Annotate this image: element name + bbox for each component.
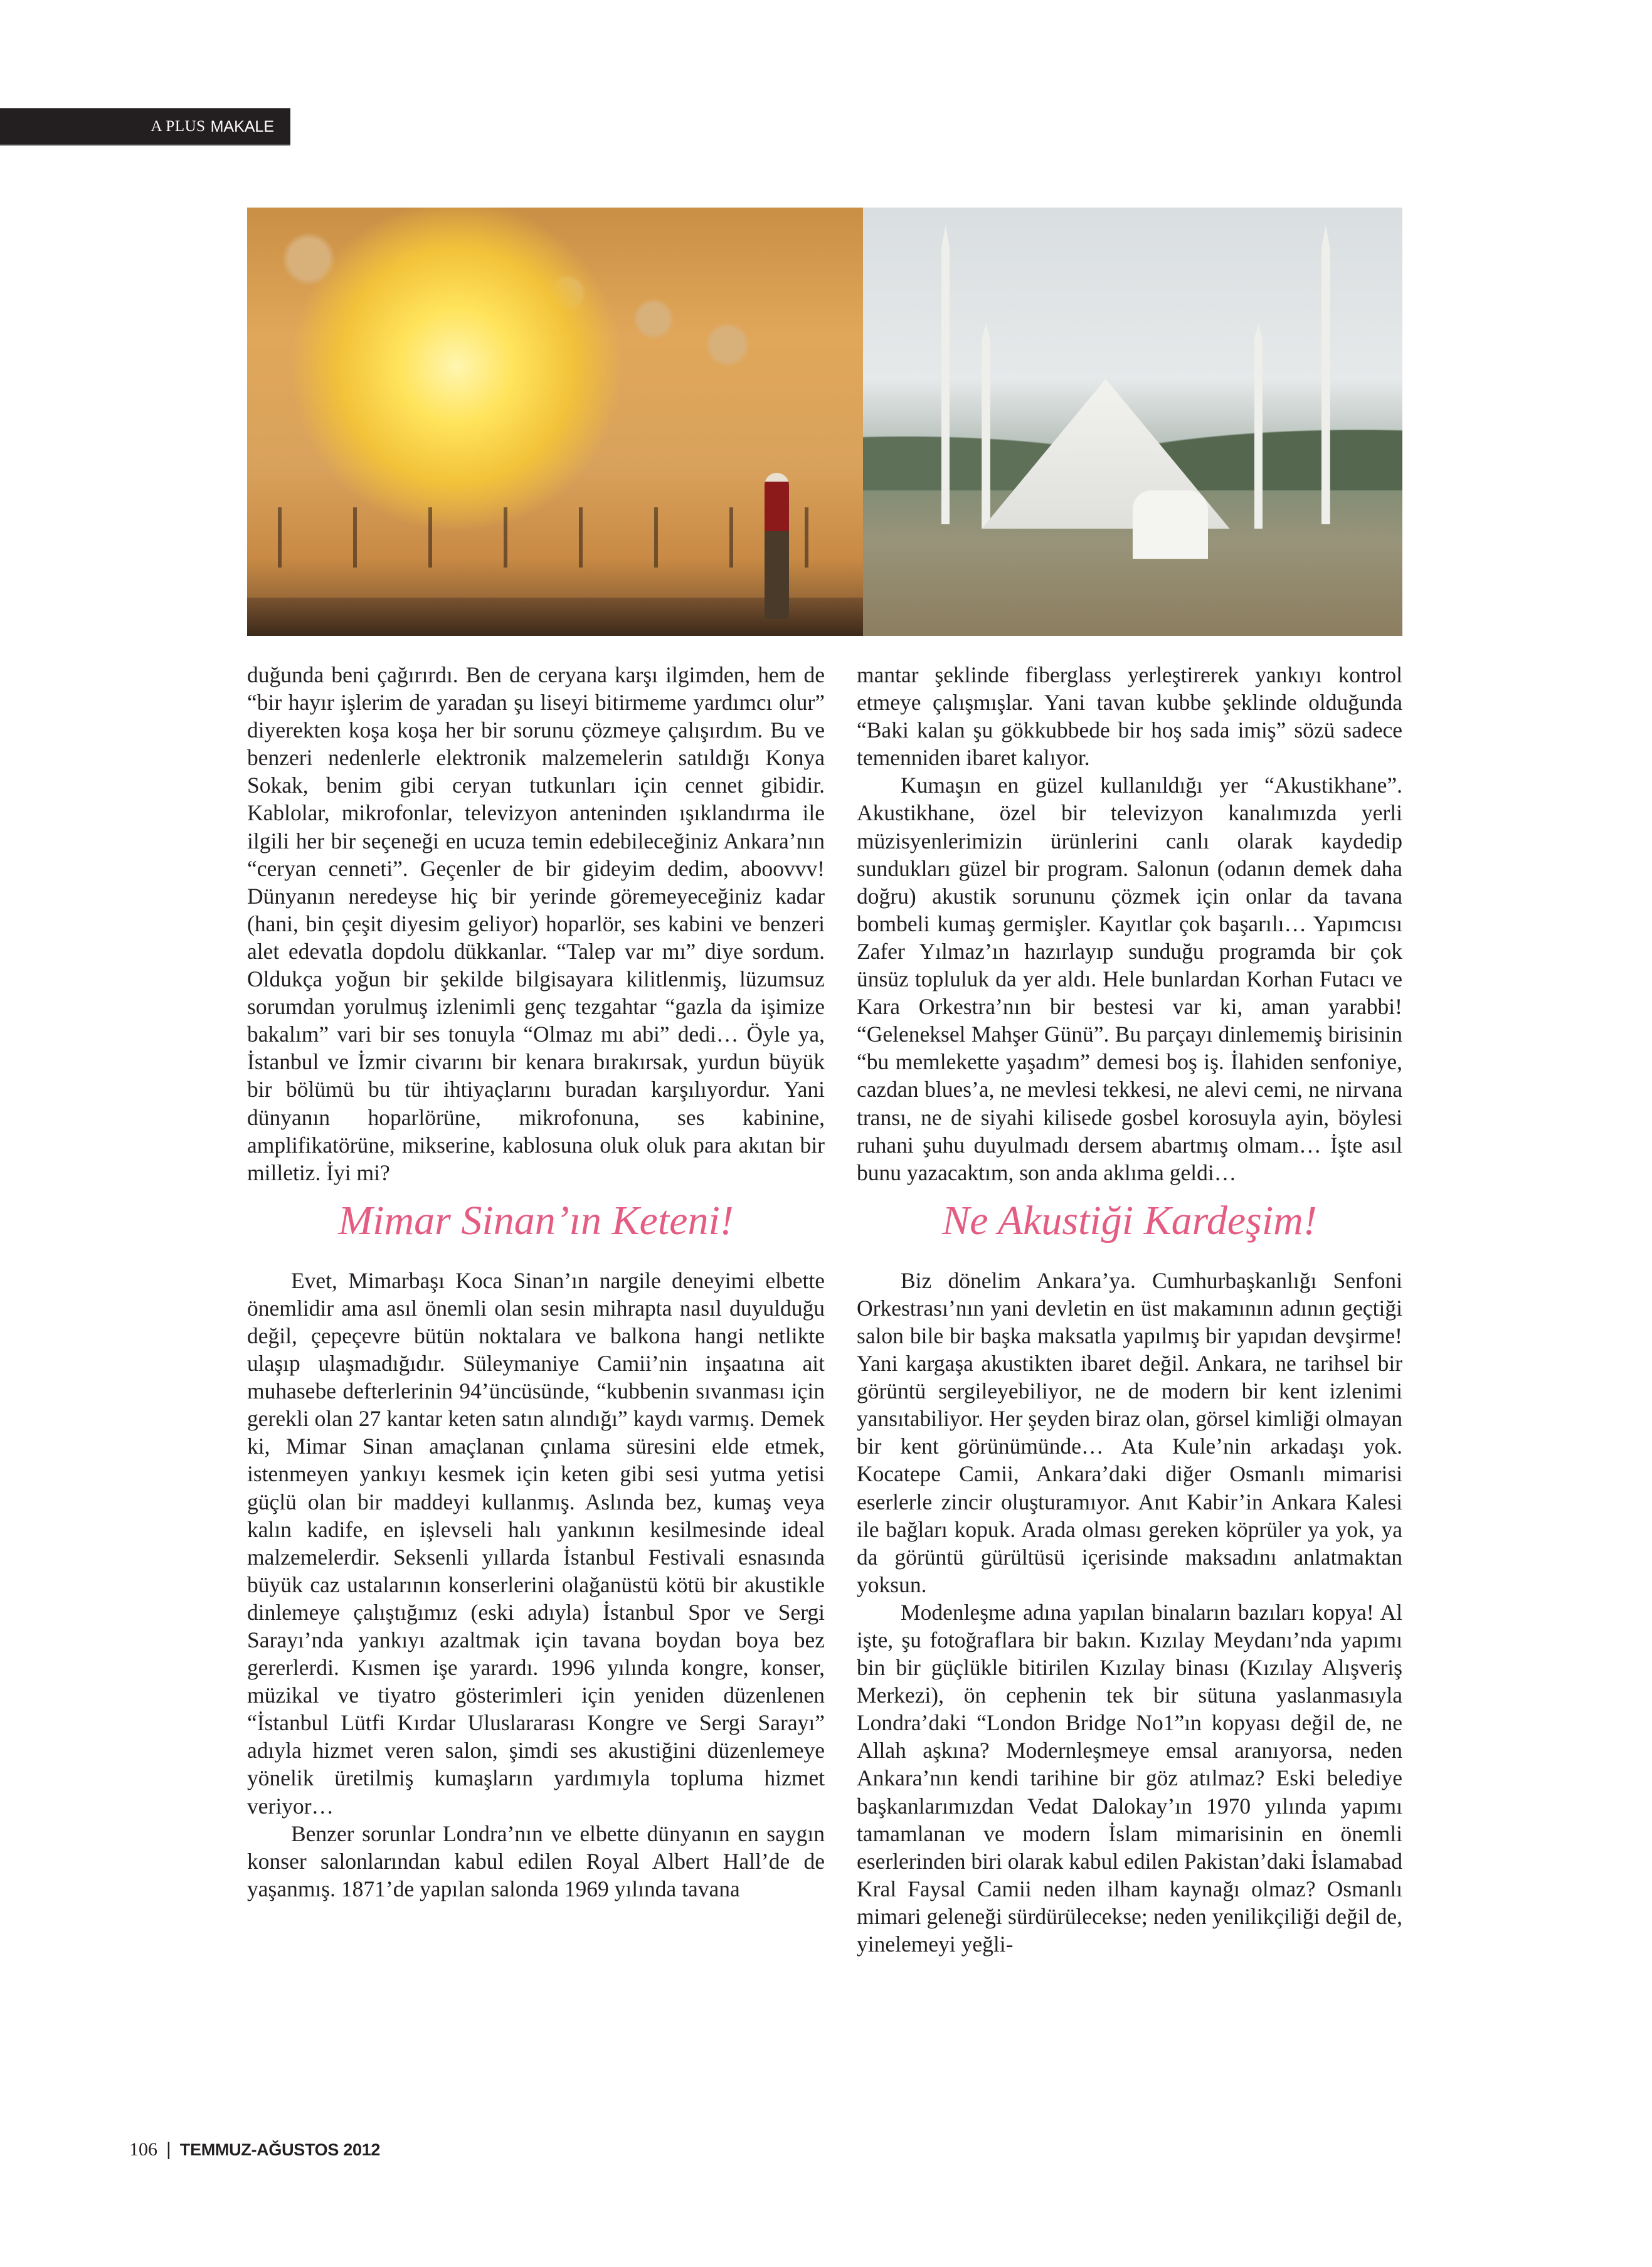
photo-mosque-interior-chandelier bbox=[247, 208, 863, 636]
issue-date: TEMMUZ-AĞUSTOS 2012 bbox=[179, 2140, 381, 2159]
paragraph: mantar şeklinde fiberglass yerleştirerek yankıyı kontrol etmeye çalışmışlar. Yani tavan kubbe şeklinde olduğunda “Baki kalan şu gökkubbede bir hoş sada imiş” sözü sadece temenniden ibaret kalıyor. bbox=[857, 662, 1402, 771]
paragraph: Biz dönelim Ankara’ya. Cumhurbaşkanlığı Senfoni Orkestrası’nın yani devletin en üst makamının adının geçtiği salon bile bir başka maksatla yapılmış bir yapıdan devşirme! Yani kargaşa akustikten ibaret değil. Ankara, ne tarihsel bir görüntü sergileyebiliyor, ne de modern bir kent izlenimi yansıtabiliyor. Her şeyden biraz olan, görsel kimliği olmayan bir kent görünümünde… Ata Kule’nin arkadaşı yok. Kocatepe Camii, Ankara’daki diğer Osmanlı mimarisi eserlerle zincir oluşturamıyor. Anıt Kabir’in Ankara Kalesi ile bağları kopuk. Arada olması gereken köprüler ya yok, ya da görüntü gürültüsü içerisinde maksadını anlatmaktan yoksun. bbox=[857, 1267, 1402, 1597]
section-label-serif: A PLUS bbox=[151, 118, 206, 135]
photo-person bbox=[765, 473, 789, 618]
photo-faisal-mosque bbox=[863, 208, 1402, 636]
photo-minaret bbox=[982, 323, 990, 529]
photo-minaret bbox=[1321, 225, 1330, 524]
photo-pavilion bbox=[1133, 490, 1208, 559]
paragraph: duğunda beni çağırırdı. Ben de ceryana karşı ilgimden, hem de “bir hayır işlerim de yaradan şu liseyi bitirmeme yardımcı olur” diyerekten koşa koşa her bir sorunu çözmeye çalışırdım. Bu ve benzeri nedenlerle elektronik malzemelerin satıldığı Konya Sokak, benim gibi ceryan tutkunları için cennet gibidir. Kablolar, mikrofonlar, televizyon anteninden ışıklandırma ile ilgili her bir seçeneği en ucuza temin edebileceğiniz Ankara’nın “ceryan cenneti”. Geçenler de bir gideyim dedim, aboovvv! Dünyanın neredeyse hiç bir yerinde göremeyeceğiniz kadar (hani, bin çeşit diyesim geliyor) hoparlör, ses kabini ve benzeri alet edevatla dopdolu dükkanlar. “Talep var mı” diye sordum. Oldukça yoğun bir şekilde bilgisayara kilitlenmiş, lüzumsuz sorumdan yorulmuş izlenimli genç tezgahtar “gazla da işimize bakalım” vari bir ses tonuyla “Olmaz mı abi” dedi… Öyle ya, İstanbul ve İzmir civarını bir kenara bırakırsak, yurdun büyük bir bölümü bu tür ihtiyaçlarını buradan karşılıyordur. Yani dünyanın hoparlörüne, mikrofonuna, ses kabinine, amplifikatörüne, mikserine, kablosuna oluk oluk para akıtan bir milletiz. İyi mi? bbox=[247, 662, 825, 1185]
footer-separator: | bbox=[166, 2139, 171, 2160]
subheading: Mimar Sinan’ın Keteni! bbox=[338, 1197, 734, 1244]
section-header-bar bbox=[0, 108, 290, 145]
paragraph: Modenleşme adına yapılan binaların bazıları kopya! Al işte, şu fotoğraflara bir bakın. Kızılay Meydanı’nda yapımı bin bir güçlükle bitirilen Kızılay binası (Kızılay Alışveriş Merkezi), ön cephenin tek bir sütuna yaslanmasıyla Londra’daki “London Bridge No1”ın kopyası değil de, ne Allah aşkına? Modernleşmeye emsal aranıyorsa, neden Ankara’nın kendi tarihine bir göz atılmaz? Eski belediye başkanlarımızdan Vedat Dalokay’ın 1970 yılında yapımı tamamlanan ve modern İslam mimarisinin en önemli eserlerinden biri olarak kabul edilen Pakistan’daki İslamabad Kral Faysal Camii neden ilham kaynağı olmaz? Osmanlı mimari geleneği sürdürülecekse; neden yenilikçiliği değil de, yinelemeyi yeğli- bbox=[857, 1599, 1402, 1957]
article-column-right bbox=[857, 661, 1402, 1958]
article-column-left bbox=[247, 661, 825, 1903]
paragraph: Benzer sorunlar Londra’nın ve elbette dünyanın en saygın konser salonlarından kabul edilen Royal Albert Hall’de de yaşanmış. 1871’de yapılan salonda 1969 yılında tavana bbox=[247, 1820, 825, 1901]
page-number: 106 bbox=[129, 2139, 157, 2160]
page-footer bbox=[129, 2139, 380, 2160]
photo-minaret bbox=[941, 225, 950, 524]
section-label-sans: MAKALE bbox=[210, 117, 274, 135]
paragraph: Kumaşın en güzel kullanıldığı yer “Akustikhane”. Akustikhane, özel bir televizyon kanalımızda yerli müzisyenlerimizin ürünlerini canlı olarak kaydedip sundukları güzel bir program. Salonun (odanın demek daha doğru) akustik sorununu çözmek için onlar da tavana bombeli kumaş germişler. Kayıtlar çok başarılı… Yapımcısı Zafer Yılmaz’ın hazırlayıp sunduğu programda bir çok ünsüz topluluk da yer aldı. Hele bunlardan Korhan Futacı ve Kara Orkestra’nın bir bestesi var ki, aman yarabbi! “Geleneksel Mahşer Günü”. Bu parçayı dinlememiş birisinin “bu memlekette yaşadım” demesi boş iş. İlahiden senfoniye, cazdan blues’a, ne mevlesi tekkesi, ne alevi cemi, ne nirvana transı, ne de siyahi kilisede gosbel korosuyla ayin, böylesi ruhani şuhu duyulmadı dersem abartmış olmam… İşte asıl bunu yazacaktım, son anda aklıma geldi… bbox=[857, 773, 1402, 1185]
paragraph: Evet, Mimarbaşı Koca Sinan’ın nargile deneyimi elbette önemlidir ama asıl önemli olan sesin mihrapta nasıl duyulduğu değil, çepeçevre bütün noktalara ve balkona hangi netlikte ulaşıp ulaşmadığıdır. Süleymaniye Camii’nin inşaatına ait muhasebe defterlerinin 94’üncüsünde, “kubbenin sıvanması için gerekli olan 27 kantar keten satın alındığı” kaydı varmış. Demek ki, Mimar Sinan amaçlanan çınlama süresini elde etmek, istenmeyen yankıyı kesmek için keten gibi sesi yutma yetisi güçlü olan bir maddeyi kullanmış. Aslında bez, kumaş veya kalın kadife, en işlevseli halı yankının kesilmesinde ideal malzemelerdir. Seksenli yıllarda İstanbul Festivali esnasında büyük caz ustalarının konserlerini olağanüstü kötü bir akustikle dinlemeye çalıştığımız (eski adıyla) İstanbul Spor ve Sergi Sarayı’nda yankıyı azaltmak için tavana boydan boya bez gererlerdi. Kısmen işe yarardı. 1996 yılında kongre, konser, müzikal ve tiyatro gösterimleri için yeniden düzenlenen “İstanbul Lütfi Kırdar Uluslararası Kongre ve Sergi Sarayı” adıyla hizmet veren salon, şimdi ses akustiğini düzenlemeye yönelik üretilmiş kumaşların yardımıyla topluma hizmet veriyor… bbox=[247, 1267, 825, 1819]
photo-minaret bbox=[1254, 323, 1263, 529]
subheading: Ne Akustiği Kardeşim! bbox=[942, 1197, 1317, 1244]
photo-strip bbox=[247, 208, 1402, 636]
